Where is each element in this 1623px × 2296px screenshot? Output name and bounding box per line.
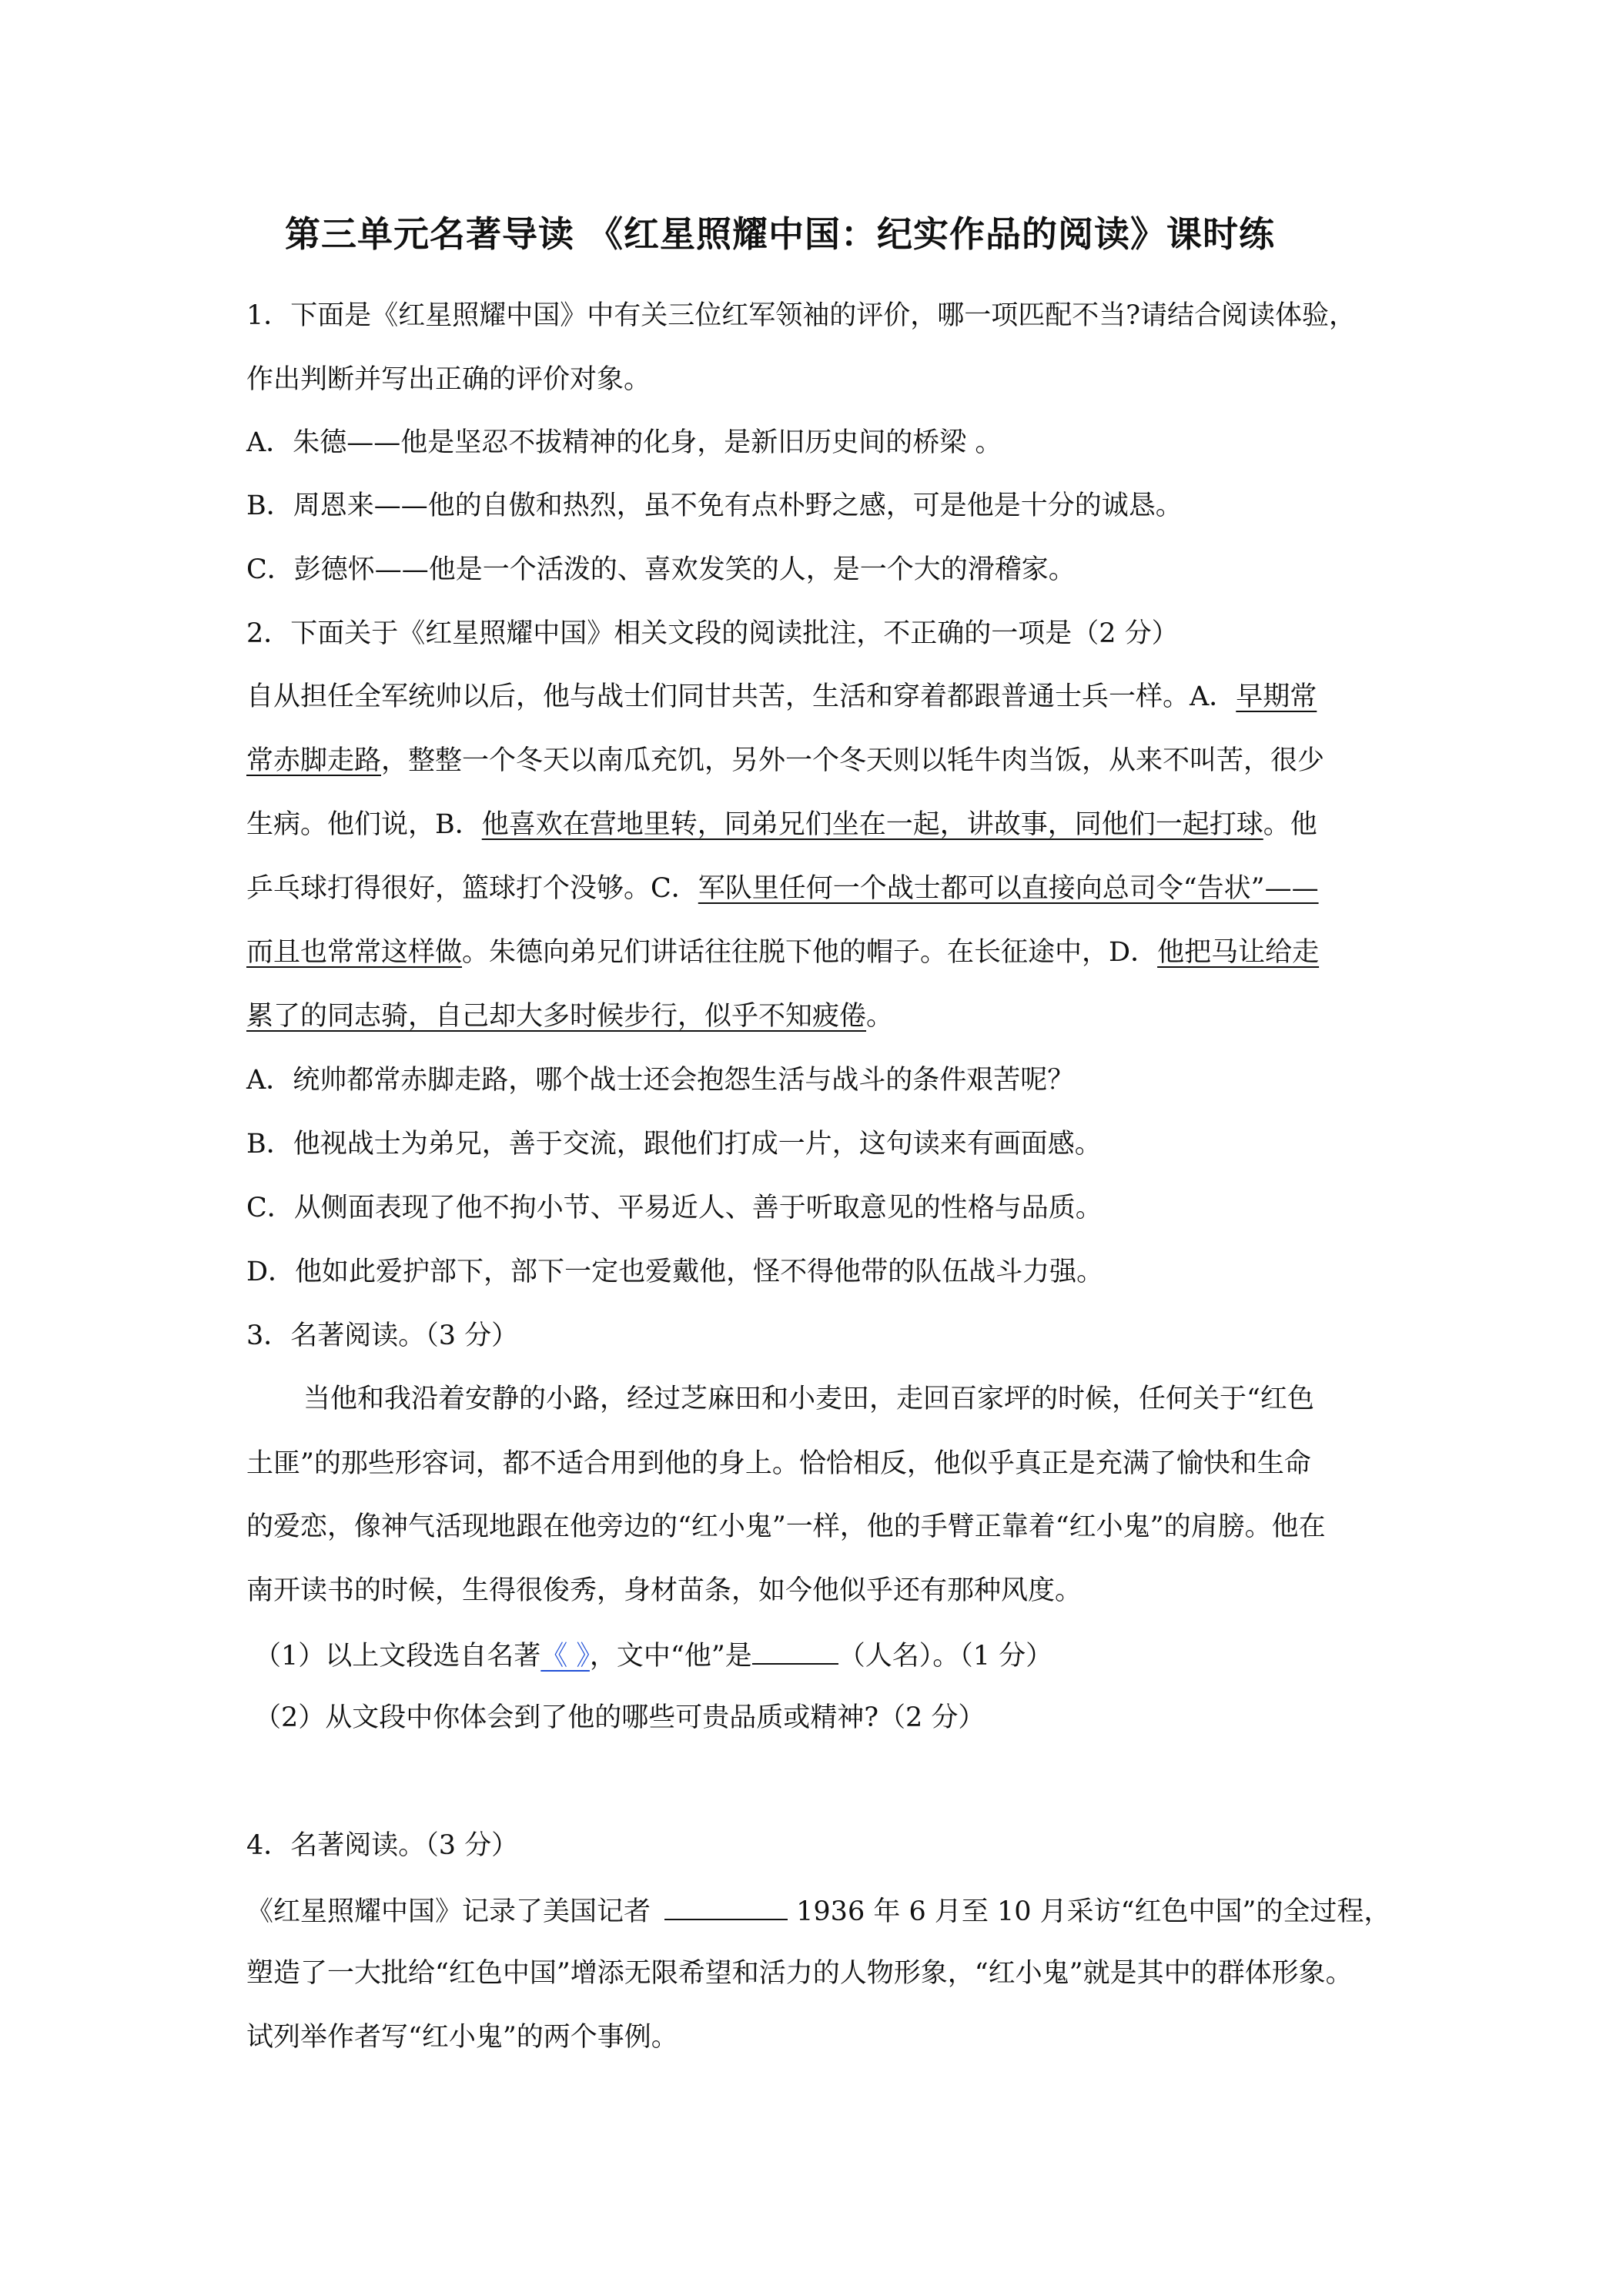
q2-option-c: C．从侧面表现了他不拘小节、平易近人、善于听取意见的性格与品质。 [246, 1193, 1103, 1223]
q2-passage-text: ，整整一个冬天以南瓜充饥，另外一个冬天则以牦牛肉当饭，从来不叫苦，很少 [381, 745, 1325, 776]
q3-passage-line-3: 的爱恋，像神气活现地跟在他旁边的“红小鬼”一样，他的手臂正靠着“红小鬼”的肩膀。他在 [246, 1511, 1326, 1542]
q3-sub1-text: （1）以上文段选自名著 [254, 1641, 541, 1672]
answer-blank[interactable] [752, 1640, 838, 1665]
q2-underlined-d: 他把马让给走 [1157, 937, 1320, 968]
q2-passage-line-4 [246, 875, 1319, 902]
q1-option-c: C．彭德怀——他是一个活泼的、喜欢发笑的人，是一个大的滑稽家。 [246, 554, 1076, 585]
q1-stem-line-2: 作出判断并写出正确的评价对象。 [246, 364, 651, 395]
q3-passage-line-2: 土匪”的那些形容词，都不适合用到他的身上。恰恰相反，他似乎真正是充满了愉快和生命 [246, 1448, 1311, 1479]
q4-passage-line-1 [246, 1896, 1390, 1926]
q4-passage-line-2: 塑造了一大批给“红色中国”增添无限希望和活力的人物形象，“红小鬼”就是其中的群体形象。 [246, 1958, 1353, 1989]
q2-underlined-c: 军队里任何一个战士都可以直接向总司令“告状”—— [698, 873, 1319, 904]
q4-passage-text: 《红星照耀中国》记录了美国记者 [246, 1896, 651, 1927]
q3-sub-question-2: （2）从文段中你体会到了他的哪些可贵品质或精神?（2 分） [254, 1702, 986, 1733]
q2-passage-line-1 [246, 681, 1317, 712]
q2-passage-line-2 [246, 745, 1325, 776]
q2-underlined-b: 他喜欢在营地里转，同弟兄们坐在一起，讲故事，同他们一起打球 [481, 809, 1263, 840]
q2-passage-text: 。他 [1263, 809, 1317, 840]
q3-stem: 3．名著阅读。（3 分） [246, 1320, 519, 1351]
q3-passage-line-1: 当他和我沿着安静的小路，经过芝麻田和小麦田，走回百家坪的时候，任何关于“红色 [303, 1384, 1314, 1414]
book-title-link[interactable]: 《 》 [540, 1641, 590, 1672]
q2-passage-text: 。 [866, 1001, 894, 1032]
q2-passage-line-3 [246, 809, 1317, 840]
q2-option-a: A．统帅都常赤脚走路，哪个战士还会抱怨生活与战斗的条件艰苦呢？ [246, 1065, 1075, 1096]
q4-stem: 4．名著阅读。（3 分） [246, 1830, 519, 1861]
q3-passage-line-4: 南开读书的时候，生得很俊秀，身材苗条，如今他似乎还有那种风度。 [246, 1575, 1083, 1606]
q2-passage-text: 生病。他们说，B． [246, 809, 482, 840]
q3-sub1-text: （人名）。（1 分） [838, 1641, 1053, 1672]
q2-option-b: B．他视战士为弟兄，善于交流，跟他们打成一片，这句读来有画面感。 [246, 1129, 1102, 1160]
q2-option-d: D．他如此爱护部下，部下一定也爱戴他，怪不得他带的队伍战斗力强。 [246, 1257, 1104, 1287]
q4-passage-text: 1936 年 6 月至 10 月采访“红色中国”的全过程， [788, 1896, 1391, 1927]
q2-passage-line-6 [246, 1003, 893, 1030]
q1-stem-line-1: 1．下面是《红星照耀中国》中有关三位红军领袖的评价，哪一项匹配不当?请结合阅读体验， [246, 300, 1357, 331]
q2-underlined-a: 常赤脚走路 [246, 745, 382, 776]
q1-option-b: B．周恩来——他的自傲和热烈，虽不免有点朴野之感，可是他是十分的诚恳。 [246, 490, 1183, 521]
q2-underlined-d: 累了的同志骑，自己却大多时候步行，似乎不知疲倦 [246, 1001, 867, 1032]
q2-passage-text: 乒乓球打得很好，篮球打个没够。C． [246, 873, 698, 904]
q2-underlined-c: 而且也常常这样做 [246, 937, 463, 968]
q2-passage-line-5 [246, 939, 1319, 966]
answer-blank[interactable] [664, 1896, 788, 1920]
q2-passage-text: 自从担任全军统帅以后，他与战士们同甘共苦，生活和穿着都跟普通士兵一样。A． [246, 681, 1236, 712]
page-title: 第三单元名著导读 《红星照耀中国：纪实作品的阅读》课时练 [285, 213, 1276, 255]
q2-underlined-a: 早期常 [1236, 681, 1317, 712]
q3-sub1-text: ，文中“他”是 [589, 1641, 752, 1672]
q3-sub-question-1 [254, 1640, 1052, 1670]
q4-passage-line-3: 试列举作者写“红小鬼”的两个事例。 [246, 2022, 678, 2053]
q2-stem: 2．下面关于《红星照耀中国》相关文段的阅读批注，不正确的一项是（2 分） [246, 618, 1179, 649]
q1-option-a: A．朱德——他是坚忍不拔精神的化身，是新旧历史间的桥梁 。 [246, 427, 1002, 458]
q2-passage-text: 。朱德向弟兄们讲话往往脱下他的帽子。在长征途中，D． [462, 937, 1158, 968]
